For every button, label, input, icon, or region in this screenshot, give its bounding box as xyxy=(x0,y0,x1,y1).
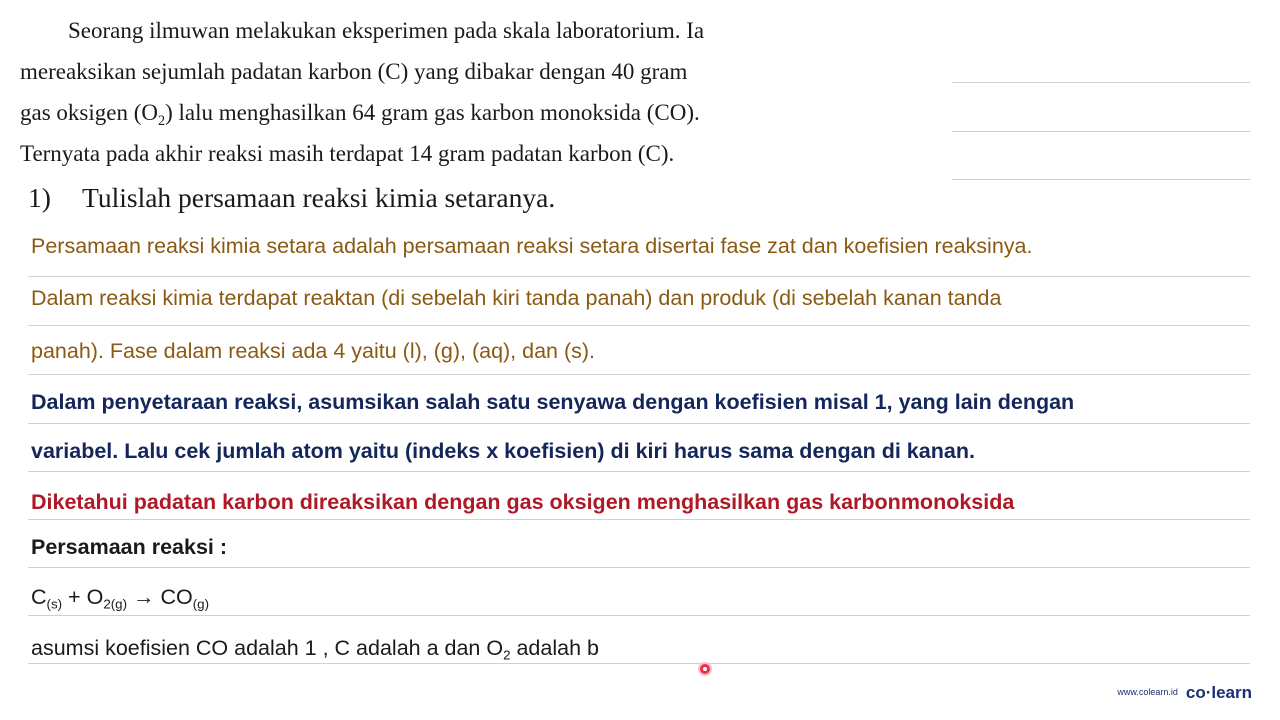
note-line xyxy=(952,82,1250,83)
problem-line: Seorang ilmuwan melakukan eksperimen pada skala laboratorium. Ia xyxy=(68,18,705,43)
problem-text: ) lalu menghasilkan 64 gram gas karbon monoksida (CO). xyxy=(165,100,700,125)
reaction-equation: $C_{(s)} + O_{2(g)} \to CO_{(g)}$ xyxy=(31,585,210,612)
divider xyxy=(28,374,1250,375)
divider xyxy=(28,276,1250,277)
divider xyxy=(28,615,1250,616)
problem-line: Ternyata pada akhir reaksi masih terdapat 14 gram padatan karbon (C). xyxy=(20,141,675,166)
divider xyxy=(28,663,1250,664)
problem-line xyxy=(20,92,922,133)
known-line: Diketahui padatan karbon direaksikan dengan gas oksigen menghasilkan gas karbonmonoksida xyxy=(31,490,1015,514)
question-text: Tulislah persamaan reaksi kimia setaranya. xyxy=(82,182,556,213)
divider xyxy=(28,567,1250,568)
problem-text: gas oksigen (O xyxy=(20,100,158,125)
assumption-line: asumsi koefisien CO adalah 1 , C adalah a dan $O_2$ adalah b xyxy=(31,636,599,663)
brand-watermark xyxy=(1117,683,1252,703)
pointer-dot-icon xyxy=(700,664,710,674)
equation-heading: Persamaan reaksi : xyxy=(31,535,228,559)
explanation-line: Persamaan reaksi kimia setara adalah persamaan reaksi setara disertai fase zat dan koefisien reaksinya. xyxy=(31,234,1033,258)
divider xyxy=(28,325,1250,326)
problem-line: mereaksikan sejumlah padatan karbon (C) yang dibakar dengan 40 gram xyxy=(20,59,688,84)
note-line xyxy=(952,179,1250,180)
subscript: 2 xyxy=(157,112,166,129)
brand-logo: co·learn xyxy=(1185,683,1252,702)
explanation-line: panah). Fase dalam reaksi ada 4 yaitu (l), (g), (aq), dan (s). xyxy=(31,339,596,363)
divider xyxy=(28,471,1250,472)
tip-line: variabel. Lalu cek jumlah atom yaitu (indeks x koefisien) di kiri harus sama dengan di kanan. xyxy=(31,439,975,463)
explanation-line: Dalam reaksi kimia terdapat reaktan (di sebelah kiri tanda panah) dan produk (di sebelah kanan tanda xyxy=(31,286,1002,310)
tip-line: Dalam penyetaraan reaksi, asumsikan salah satu senyawa dengan koefisien misal 1, yang lain dengan xyxy=(31,390,1075,414)
divider xyxy=(28,519,1250,520)
brand-url: www.colearn.id xyxy=(1117,687,1178,697)
note-line xyxy=(952,131,1250,132)
question-1 xyxy=(28,182,555,214)
problem-statement xyxy=(20,10,922,174)
divider xyxy=(28,423,1250,424)
question-number: 1) xyxy=(28,182,51,213)
